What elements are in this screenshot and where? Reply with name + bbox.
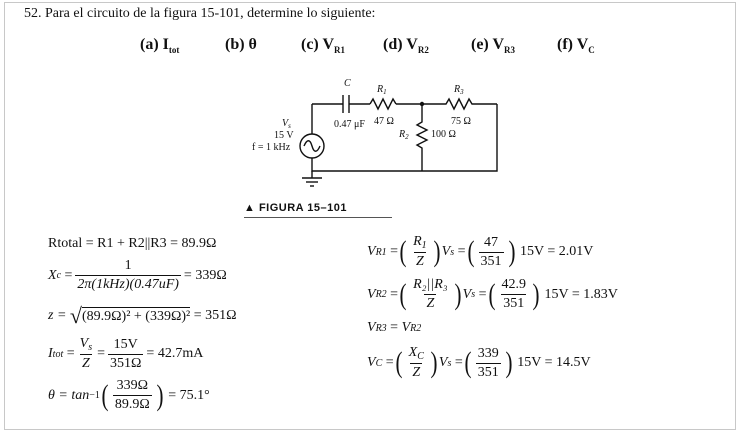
r3-value-label: 75 Ω [451,116,471,127]
part-e-vr3: (e) $V_{R3}$ [471,36,516,56]
node-dot [420,102,424,106]
problem-statement: 52. Para el circuito de la figura 15-101, determine lo siguiente: [24,6,376,21]
part-a-itot: (a) $I_{tot}$ [140,36,180,56]
eq-theta: θ = tan −1 ( $\frac{339\Omega}{89.9\Omega}$ ) = 75.1° [48,378,210,412]
figure-caption: ▲ FIGURA 15–101 [244,202,347,214]
eq-vc: V C = ( $\frac{X_C}{Z}$ ) V s = ( $\frac{339}{351}$ ) 15V = 14.5V [367,345,591,380]
r2-value-label: 100 Ω [431,129,456,140]
resistor-r3-symbol [422,99,497,109]
r1-value-label: 47 Ω [374,116,394,127]
eq-vr2: V R2 = ( $\frac{\text{R₂||R₃}}{Z}$ ) V s = ( $\frac{42.9}{351}$ ) 15V = 1.83V [367,277,618,311]
r1-name-label: $R_1$ [377,84,387,96]
frequency-label: f = 1 kHz [252,142,291,153]
vs-value-label: 15 V [274,130,294,141]
vs-name-label: $V_s$ [282,118,291,130]
figure-caption-rule [244,217,392,218]
eq-itot: I tot = $\frac{V_s}{Z}$ = $\frac{15V}{351\Omega}$ = 42.7mA [48,336,204,371]
r3-name-label: $R_3$ [454,84,464,96]
part-c-vr1: (c) $V_{R1}$ [301,36,346,56]
resistor-r2-symbol [417,104,427,171]
circuit-diagram [232,74,512,196]
eq-xc: X c = $\frac{1}{\text{2π(1kHz)(0.47uF)}}$ = 339Ω [48,258,227,292]
resistor-r1-symbol [370,99,396,109]
r2-name-label: $R_2$ [399,129,409,141]
eq-rtotal: Rtotal = R1 + R2||R3 = 89.9Ω [48,236,217,251]
part-b-theta: (b) θ [225,36,257,53]
eq-z: z = √ (89.9Ω)² + (339Ω)² = 351Ω [48,303,237,328]
eq-vr3: V R3 = V R2 [367,320,422,335]
part-f-vc: (f) $V_C$ [557,36,595,56]
part-d-vr2: (d) $V_{R2}$ [383,36,429,56]
ac-wave-icon [304,141,320,152]
cap-name-label: C [344,78,351,89]
cap-value-label: 0.47 μF [334,119,365,130]
eq-vr1: V R1 = ( $\frac{R_1}{Z}$ ) V s = ( $\frac{47}{351}$ ) 15V = 2.01V [367,234,594,269]
